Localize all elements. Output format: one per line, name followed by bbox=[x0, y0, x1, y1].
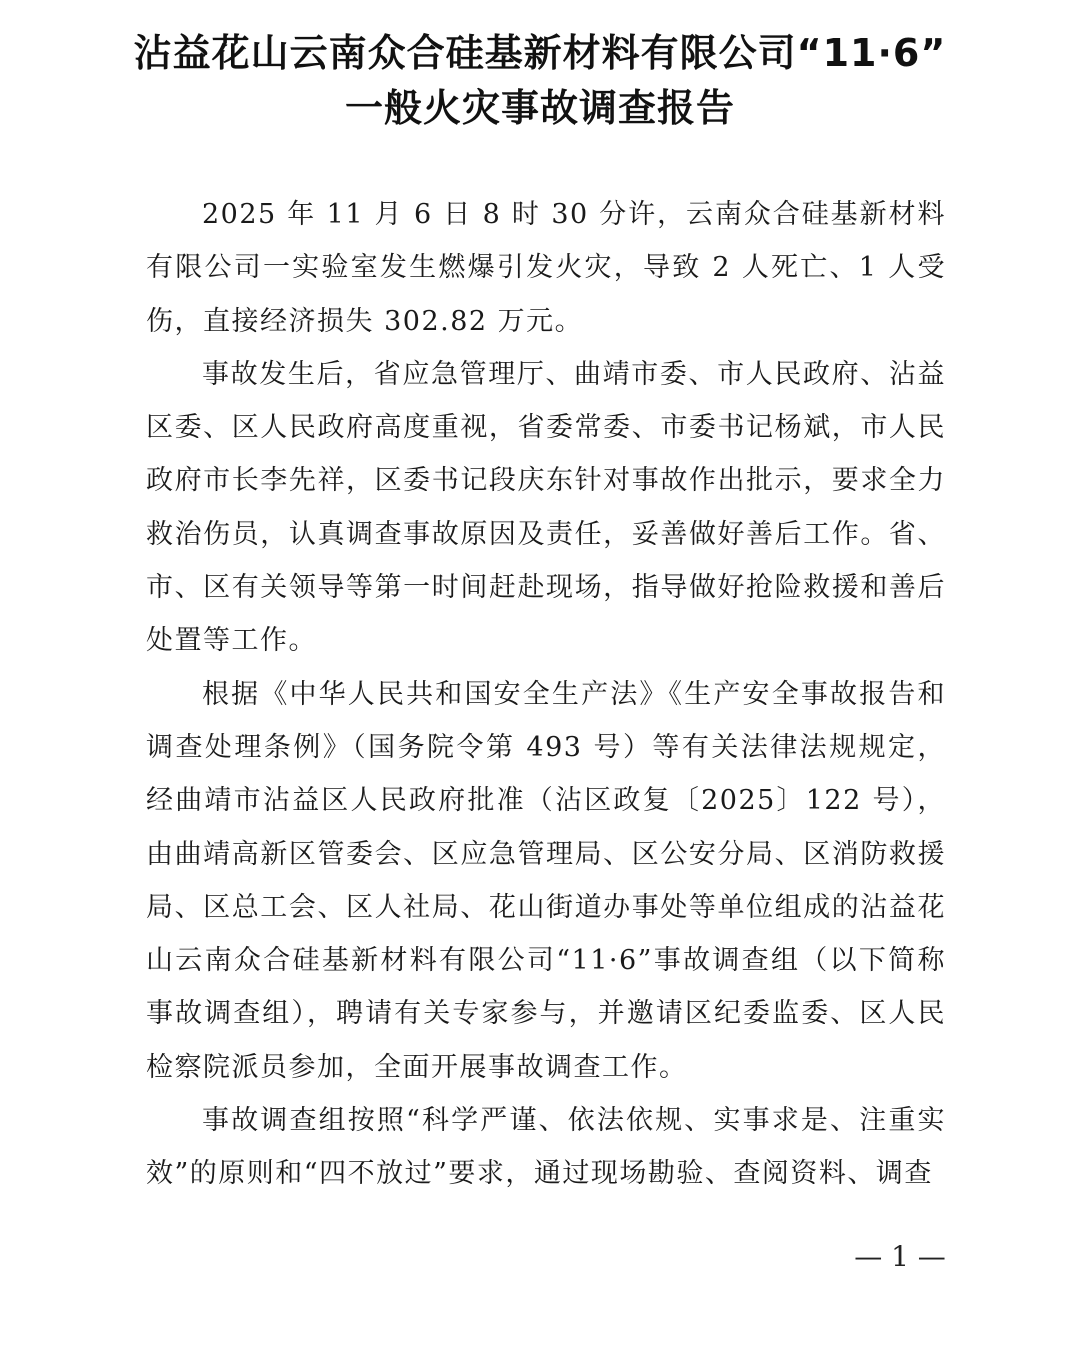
report-body bbox=[146, 188, 946, 1201]
paragraph-investigation-principles: 事故调查组按照“科学严谨、依法依规、实事求是、注重实效”的原则和“四不放过”要求，通过现场勘验、查阅资料、调查 bbox=[146, 1105, 946, 1190]
paragraph-investigation-basis: 根据《中华人民共和国安全生产法》《生产安全事故报告和调查处理条例》（国务院令第 493 号）等有关法律法规规定，经曲靖市沾益区人民政府批准（沾区政复〔2025〕122 号），由曲靖高新区管委会、区应急管理局、区公安分局、区消防救援局、区总工会、区人社局、花山街道办事处等单位组成的沾益花山云南众合硅基新材料有限公司“11·6”事故调查组（以下简称事故调查组），聘请有关专家参与，并邀请区纪委监委、区人民检察院派员参加，全面开展事故调查工作。 bbox=[146, 678, 946, 1083]
paragraph-leadership-response: 事故发生后，省应急管理厅、曲靖市委、市人民政府、沾益区委、区人民政府高度重视，省委常委、市委书记杨斌，市人民政府市长李先祥，区委书记段庆东针对事故作出批示，要求全力救治伤员，认真调查事故原因及责任，妥善做好善后工作。省、市、区有关领导等第一时间赶赴现场，指导做好抢险救援和善后处置等工作。 bbox=[146, 358, 946, 657]
report-title-line-1: 沾益花山云南众合硅基新材料有限公司“11·6” bbox=[133, 31, 947, 75]
report-title-line-2: 一般火灾事故调查报告 bbox=[344, 86, 735, 130]
page-number: — 1 — bbox=[854, 1240, 946, 1273]
paragraph-accident-summary: 2025 年 11 月 6 日 8 时 30 分许，云南众合硅基新材料有限公司一实验室发生燃爆引发火灾，导致 2 人死亡、1 人受伤，直接经济损失 302.82 万元。 bbox=[146, 199, 946, 337]
